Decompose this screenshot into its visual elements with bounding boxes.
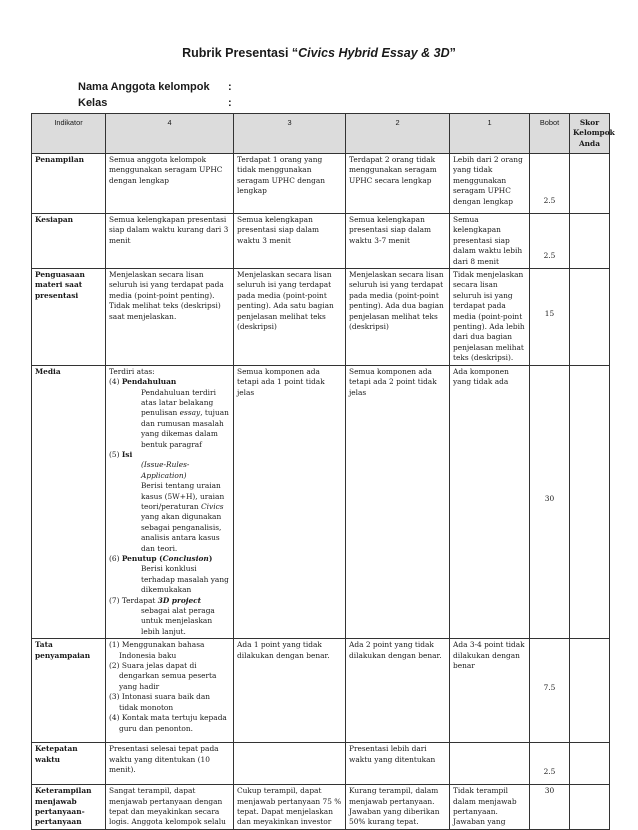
indicator-cell: Keterampilan menjawab pertanyaan-pertanyaan — [32, 785, 106, 830]
list-item: (3) Intonasi suara baik dan tidak monoton — [109, 692, 211, 712]
skor-cell[interactable] — [570, 743, 610, 785]
bobot-cell: 30 — [530, 785, 570, 830]
header-score-3: 3 — [234, 114, 346, 154]
list-item: (5) Isi (Issue-Rules-Application) Berisi tentang uraian kasus (5W+H), uraian teori/peraturan Civics yang akan digunakan sebagai penganalisis, analisis antara kasus dan teori. — [109, 449, 225, 553]
header-score-1: 1 — [450, 114, 530, 154]
header-score-2: 2 — [346, 114, 450, 154]
table-row — [32, 365, 610, 639]
table-row — [32, 154, 610, 214]
score-4-cell: Menjelaskan secara lisan seluruh isi yang terdapat pada media (point-point penting). Tidak melihat teks (deskripsi) saat menjelaskan. — [106, 269, 234, 366]
rubric-table — [31, 113, 615, 830]
bobot-cell: 7.5 — [530, 639, 570, 743]
score-2-cell: Kurang terampil, dalam menjawab pertanyaan. Jawaban yang diberikan 50% kurang tepat. — [346, 785, 450, 830]
indicator-cell: Ketepatan waktu — [32, 743, 106, 785]
table-header-row — [32, 114, 610, 154]
table-row — [32, 785, 610, 830]
list-item: (7) Terdapat 3D project sebagai alat peraga untuk menjelaskan lebih lanjut. — [109, 595, 215, 636]
score-1-cell: Tidak terampil dalam menjawab pertanyaan. Jawaban yang — [450, 785, 530, 830]
header-indikator: Indikator — [32, 114, 106, 154]
skor-cell[interactable] — [570, 214, 610, 269]
score-3-cell: Ada 1 point yang tidak dilakukan dengan benar. — [234, 639, 346, 743]
class-label: Kelas — [78, 97, 108, 109]
score-1-cell: Lebih dari 2 orang yang tidak menggunakan seragam UPHC dengan lengkap — [450, 154, 530, 214]
indicator-cell: Penguasaan materi saat presentasi — [32, 269, 106, 366]
list-item: (4) Pendahuluan Pendahuluan terdiri atas latar belakang penulisan essay, tujuan dan rumusan masalah yang dikemas dalam bentuk paragraf — [109, 377, 229, 449]
bobot-cell: 2.5 — [530, 743, 570, 785]
skor-cell[interactable] — [570, 154, 610, 214]
list-item: (4) Kontak mata tertuju kepada guru dan penonton. — [109, 713, 227, 733]
table-row — [32, 639, 610, 743]
delivery-criteria-list — [109, 640, 230, 734]
member-name-label: Nama Anggota kelompok — [78, 81, 210, 93]
score-1-cell: Semua kelengkapan presentasi siap dalam waktu lebih dari 8 menit — [450, 214, 530, 269]
score-1-cell: Ada 3-4 point tidak dilakukan dengan benar — [450, 639, 530, 743]
skor-cell[interactable] — [570, 785, 610, 830]
score-1-cell: Ada komponen yang tidak ada — [450, 365, 530, 639]
indicator-cell: Media — [32, 365, 106, 639]
score-3-cell — [234, 743, 346, 785]
table-row — [32, 214, 610, 269]
score-3-cell: Menjelaskan secara lisan seluruh isi yang terdapat pada media (point-point penting). Ada satu bagian penjelasan melihat teks (deskripsi) — [234, 269, 346, 366]
score-4-cell: Semua anggota kelompok menggunakan seragam UPHC dengan lengkap — [106, 154, 234, 214]
bobot-cell: 2.5 — [530, 154, 570, 214]
table-row — [32, 743, 610, 785]
skor-cell[interactable] — [570, 269, 610, 366]
score-2-cell: Menjelaskan secara lisan seluruh isi yang terdapat pada media (point-point penting). Ada dua bagian penjelasan melihat teks (deskripsi) — [346, 269, 450, 366]
document-title: Rubrik Presentasi “Civics Hybrid Essay & 3D” — [182, 46, 456, 60]
media-component-list — [109, 377, 230, 637]
indicator-cell: Penampilan — [32, 154, 106, 214]
header-bobot: Bobot — [530, 114, 570, 154]
indicator-cell: Kesiapan — [32, 214, 106, 269]
score-4-cell: Sangat terampil, dapat menjawab pertanyaan dengan tepat dan meyakinkan secara logis. Anggota kelompok selalu — [106, 785, 234, 830]
list-item: (1) Menggunakan bahasa Indonesia baku — [109, 640, 205, 660]
bobot-cell: 2.5 — [530, 214, 570, 269]
skor-cell[interactable] — [570, 365, 610, 639]
score-4-cell: Presentasi selesai tepat pada waktu yang ditentukan (10 menit). — [106, 743, 234, 785]
score-4-cell: Semua kelengkapan presentasi siap dalam waktu kurang dari 3 menit — [106, 214, 234, 269]
header-skor: Skor Kelompok Anda — [570, 114, 610, 154]
member-name-row — [78, 81, 232, 93]
score-4-cell — [106, 365, 234, 639]
score-3-cell: Cukup terampil, dapat menjawab pertanyaan 75 % tepat. Dapat menjelaskan dan meyakinkan investor — [234, 785, 346, 830]
bobot-cell: 15 — [530, 269, 570, 366]
class-row — [78, 97, 232, 109]
list-item: (6) Penutup (Conclusion) Berisi konklusi terhadap masalah yang dikemukakan — [109, 554, 229, 595]
score-3-cell: Semua kelengkapan presentasi siap dalam waktu 3 menit — [234, 214, 346, 269]
table-row — [32, 269, 610, 366]
score-1-cell — [450, 743, 530, 785]
document-title-italic: Civics Hybrid Essay & 3D — [298, 46, 450, 60]
bobot-cell: 30 — [530, 365, 570, 639]
score-1-cell: Tidak menjelaskan secara lisan seluruh isi yang terdapat pada media (point-point penting). Ada lebih dari dua bagian penjelasan melihat teks (deskripsi). — [450, 269, 530, 366]
list-item: (2) Suara jelas dapat di dengarkan semua peserta yang hadir — [109, 661, 217, 691]
score-4-cell — [106, 639, 234, 743]
score-2-cell: Terdapat 2 orang tidak menggunakan seragam UPHC secara lengkap — [346, 154, 450, 214]
header-score-4: 4 — [106, 114, 234, 154]
score-2-cell: Semua kelengkapan presentasi siap dalam waktu 3-7 menit — [346, 214, 450, 269]
score-3-cell: Terdapat 1 orang yang tidak menggunakan seragam UPHC dengan lengkap — [234, 154, 346, 214]
score-3-cell: Semua komponen ada tetapi ada 1 point tidak jelas — [234, 365, 346, 639]
media-intro: Terdiri atas: — [109, 366, 155, 376]
member-name-colon: : — [228, 81, 232, 93]
score-2-cell: Presentasi lebih dari waktu yang ditentukan — [346, 743, 450, 785]
indicator-cell: Tata penyampaian — [32, 639, 106, 743]
score-2-cell: Ada 2 point yang tidak dilakukan dengan benar. — [346, 639, 450, 743]
score-2-cell: Semua komponen ada tetapi ada 2 point tidak jelas — [346, 365, 450, 639]
skor-cell[interactable] — [570, 639, 610, 743]
class-colon: : — [228, 97, 232, 109]
